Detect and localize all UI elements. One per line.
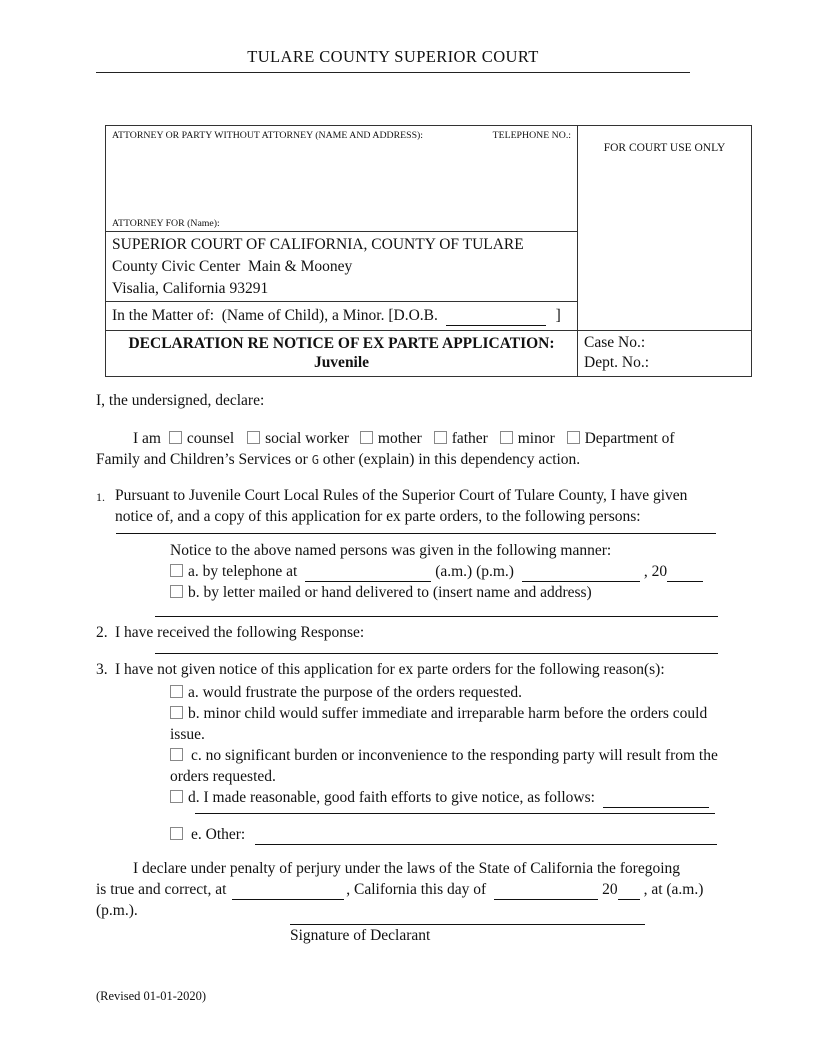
form-title-line1: DECLARATION RE NOTICE OF EX PARTE APPLICATION: <box>128 335 555 352</box>
perjury-line2 <box>96 879 718 900</box>
reason-c-row <box>170 745 718 787</box>
item-2-number: 2. <box>96 624 108 641</box>
declare-intro: I, the undersigned, declare: <box>96 392 265 409</box>
form-title-line2: Juvenile <box>313 354 370 371</box>
reason-b-row <box>170 703 718 745</box>
day-blank[interactable] <box>494 885 598 900</box>
checkbox-reason-e[interactable] <box>170 827 183 840</box>
checkbox-manner-a[interactable] <box>170 564 183 577</box>
matter-row <box>106 302 578 331</box>
attorney-for-label: ATTORNEY FOR (Name): <box>112 218 220 229</box>
matter-label: In the Matter of: (Name of Child), a Minor. [D.O.B. <box>112 307 438 324</box>
year-blank[interactable] <box>618 885 640 900</box>
attorney-box <box>106 126 578 232</box>
caption-table <box>105 125 752 377</box>
perjury-line2-pre: is true and correct, at <box>96 881 227 898</box>
iam-option-counsel: counsel <box>186 430 235 447</box>
item-3-number: 3. <box>96 661 108 678</box>
manner-a-ampm: (a.m.) (p.m.) <box>435 563 514 580</box>
item-1-text: Pursuant to Juvenile Court Local Rules of the Superior Court of Tulare County, I have given notice of, and a copy of this application for ex parte orders, to the following persons: <box>115 487 688 525</box>
reason-e-blank[interactable] <box>255 830 717 845</box>
dob-blank[interactable] <box>446 311 546 326</box>
item-1-number: 1. <box>96 490 105 504</box>
iam-line2-post: other (explain) in this dependency action. <box>322 451 581 468</box>
notice-manner-block <box>170 540 718 603</box>
item-3 <box>96 659 718 680</box>
item-2 <box>96 622 718 643</box>
place-blank[interactable] <box>232 885 344 900</box>
reason-b-text: b. minor child would suffer immediate and irreparable harm before the orders could issue. <box>170 705 708 743</box>
court-address-line2: Visalia, California 93291 <box>112 280 269 297</box>
checkbox-counsel[interactable] <box>169 431 182 444</box>
iam-option-department: Department of <box>584 430 675 447</box>
checkbox-father[interactable] <box>434 431 447 444</box>
matter-bracket: ] <box>555 307 561 324</box>
telephone-blank[interactable] <box>305 567 431 582</box>
iam-option-social-worker: social worker <box>265 430 350 447</box>
perjury-line2-20: 20 <box>602 881 618 898</box>
reason-d-continuation-line[interactable] <box>195 812 715 814</box>
manner-b-label: b. by letter mailed or hand delivered to (insert name and address) <box>188 584 592 601</box>
perjury-line2-post: , at (a.m.) <box>643 881 704 898</box>
checkbox-reason-d[interactable] <box>170 790 183 803</box>
call-year-blank[interactable] <box>667 567 703 582</box>
checkbox-mother[interactable] <box>360 431 373 444</box>
item-2-text: I have received the following Response: <box>115 624 365 641</box>
manner-b-row <box>170 582 718 603</box>
iam-paragraph <box>96 428 718 471</box>
court-address-box <box>106 232 578 302</box>
checkbox-minor[interactable] <box>500 431 513 444</box>
iam-g-char: G <box>311 453 319 467</box>
telephone-label: TELEPHONE NO.: <box>492 130 571 141</box>
checkbox-reason-a[interactable] <box>170 685 183 698</box>
iam-option-mother: mother <box>377 430 422 447</box>
item-1 <box>96 485 718 527</box>
attorney-label: ATTORNEY OR PARTY WITHOUT ATTORNEY (NAME AND ADDRESS): <box>112 130 424 141</box>
reason-e-row <box>170 824 718 845</box>
manner-a-row <box>170 561 718 582</box>
court-use-only-label: FOR COURT USE ONLY <box>603 142 726 154</box>
case-no-label: Case No.: <box>584 334 646 351</box>
signature-label: Signature of Declarant <box>290 927 431 944</box>
dept-no-label: Dept. No.: <box>584 354 650 371</box>
response-blank-line[interactable] <box>155 652 718 654</box>
reason-e-text: e. Other: <box>191 826 246 843</box>
iam-prefix: I am <box>133 430 161 447</box>
reason-c-text: c. no significant burden or inconvenience to the responding party will result from the orders requested. <box>170 747 718 785</box>
footer-revised: (Revised 01-01-2020) <box>96 989 207 1003</box>
persons-blank-line[interactable] <box>116 532 716 534</box>
page-title: TULARE COUNTY SUPERIOR COURT <box>96 46 690 73</box>
reason-a-row <box>170 682 718 703</box>
checkbox-reason-c[interactable] <box>170 748 183 761</box>
reasons-block <box>170 682 718 845</box>
form-title-box <box>106 331 578 376</box>
checkbox-department[interactable] <box>567 431 580 444</box>
perjury-line2-mid: , California this day of <box>346 881 487 898</box>
perjury-line1: I declare under penalty of perjury under the laws of the State of California the foregoing <box>133 860 681 877</box>
call-date-blank[interactable] <box>522 567 640 582</box>
iam-line2-pre: Family and Children’s Services or <box>96 451 308 468</box>
checkbox-social-worker[interactable] <box>247 431 260 444</box>
manner-b-blank-line[interactable] <box>155 615 718 617</box>
item-3-text: I have not given notice of this application for ex parte orders for the following reason(s): <box>115 661 665 678</box>
reason-a-text: a. would frustrate the purpose of the orders requested. <box>188 684 522 701</box>
manner-a-comma20: , 20 <box>643 563 668 580</box>
signature-block <box>290 923 645 946</box>
iam-option-father: father <box>451 430 488 447</box>
reason-d-text: d. I made reasonable, good faith efforts to give notice, as follows: <box>188 789 595 806</box>
iam-option-minor: minor <box>517 430 555 447</box>
perjury-line3: (p.m.). <box>96 902 138 919</box>
court-address-line1: County Civic Center Main & Mooney <box>112 258 353 275</box>
reason-d-blank[interactable] <box>603 793 709 808</box>
notice-manner-text: Notice to the above named persons was given in the following manner: <box>170 542 612 559</box>
case-number-box <box>578 331 751 376</box>
perjury-paragraph <box>96 858 718 921</box>
checkbox-reason-b[interactable] <box>170 706 183 719</box>
reason-d-row <box>170 787 718 808</box>
court-name: SUPERIOR COURT OF CALIFORNIA, COUNTY OF TULARE <box>112 236 524 253</box>
checkbox-manner-b[interactable] <box>170 585 183 598</box>
manner-a-label: a. by telephone at <box>188 563 298 580</box>
court-use-only-box <box>578 126 751 331</box>
